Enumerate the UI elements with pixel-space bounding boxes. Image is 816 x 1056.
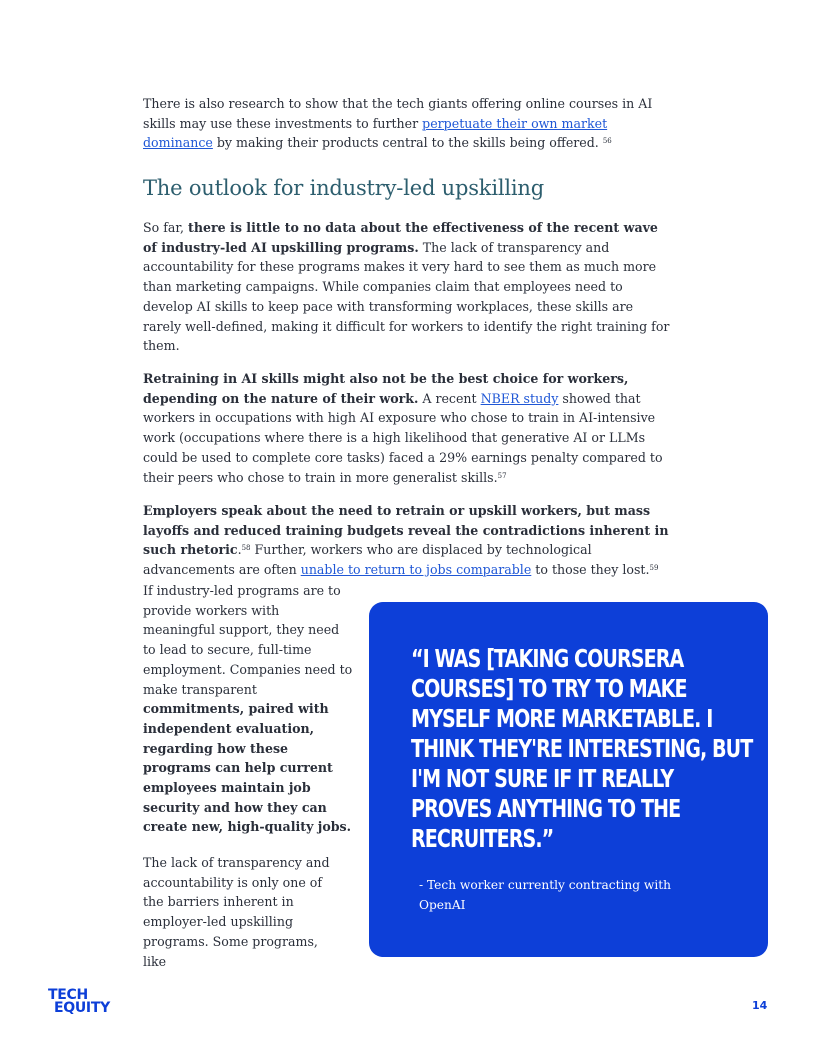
para3-bold: Employers speak about the need to retrain or upskill workers, but mass layoffs and reduced training budgets reveal the contradictions inherent in such rhetoric: [143, 503, 669, 558]
para3-text-2: Further, workers who are displaced by technological advancements are often: [143, 542, 592, 578]
logo-line-2: EQUITY: [54, 1000, 110, 1016]
pull-quote-box: [369, 602, 768, 957]
para1-bold: there is little to no data about the effectiveness of the recent wave of industry-led AI upskilling programs.: [143, 220, 658, 255]
paragraph-retraining: [143, 369, 673, 487]
paragraph-effectiveness: [143, 218, 673, 356]
para4-bold: commitments, paired with independent evaluation, regarding how these programs can help current employees maintain job security and how they can create new, high-quality jobs.: [143, 701, 352, 835]
intro-text-1: There is also research to show that the tech giants offering online courses in AI skills may use these investments to further: [143, 96, 653, 131]
para1-text-1: So far,: [143, 220, 189, 235]
quote-attribution: - Tech worker currently contracting with OpenAI: [419, 878, 671, 912]
intro-paragraph: [143, 94, 673, 153]
nber-study-link[interactable]: NBER study: [480, 390, 559, 406]
section-heading: The outlook for industry-led upskilling: [143, 176, 544, 200]
techequity-logo: [48, 989, 110, 1015]
para1-text-2: The lack of transparency and accountability for these programs makes it very hard to see them as much more than marketing campaigns. While companies claim that employees need to develop AI skills to keep pace with transforming workplaces, these skills are rarely well-defined, making it difficult for workers to identify the right training for them.: [143, 239, 670, 354]
page-number: 14: [752, 999, 768, 1012]
footnote-58[interactable]: 58: [241, 544, 251, 553]
para5-text-1: The lack of transparency and accountability is only one of the barriers inherent in employer-led upskilling programs. Some programs, like: [143, 855, 330, 969]
intro-text-2: by making their products central to the skills being offered.: [212, 135, 599, 151]
paragraph-employers: [143, 501, 673, 580]
para2-bold: Retraining in AI skills might also not be the best choice for workers, depending on the nature of their work.: [143, 371, 629, 406]
paragraph-barriers: [143, 853, 333, 971]
paragraph-industry-programs: [143, 581, 353, 837]
pull-quote-text: “I WAS [TAKING COURSERA COURSES] TO TRY TO MAKE MYSELF MORE MARKETABLE. I THINK THEY'RE INTERESTING, BUT I'M NOT SURE IF IT REALLY PROVES ANYTHING TO THE RECRUITERS.”: [411, 644, 753, 853]
footnote-59[interactable]: 59: [649, 564, 659, 573]
perpetuate-dominance-link[interactable]: perpetuate their own market dominance: [143, 115, 608, 151]
para3-text-3: to those they lost.: [531, 562, 650, 578]
para2-text-1: A recent: [418, 390, 481, 406]
logo-line-1: TECH: [48, 987, 88, 1003]
para3-text-1: .: [237, 542, 242, 558]
footnote-56[interactable]: 56: [602, 137, 612, 146]
para4-text-1: If industry-led programs are to provide workers with meaningful support, they need to lead to secure, full-time employment. Companies need to make transparent: [143, 583, 353, 697]
para2-text-2: showed that workers in occupations with high AI exposure who chose to train in AI-intensive work (occupations where there is a high likelihood that generative AI or LLMs could be used to complete core tasks) faced a 29% earnings penalty compared to their peers who chose to train in more generalist skills.: [143, 390, 663, 485]
footnote-57[interactable]: 57: [497, 471, 507, 480]
unable-to-return-link[interactable]: unable to return to jobs comparable: [300, 562, 532, 578]
